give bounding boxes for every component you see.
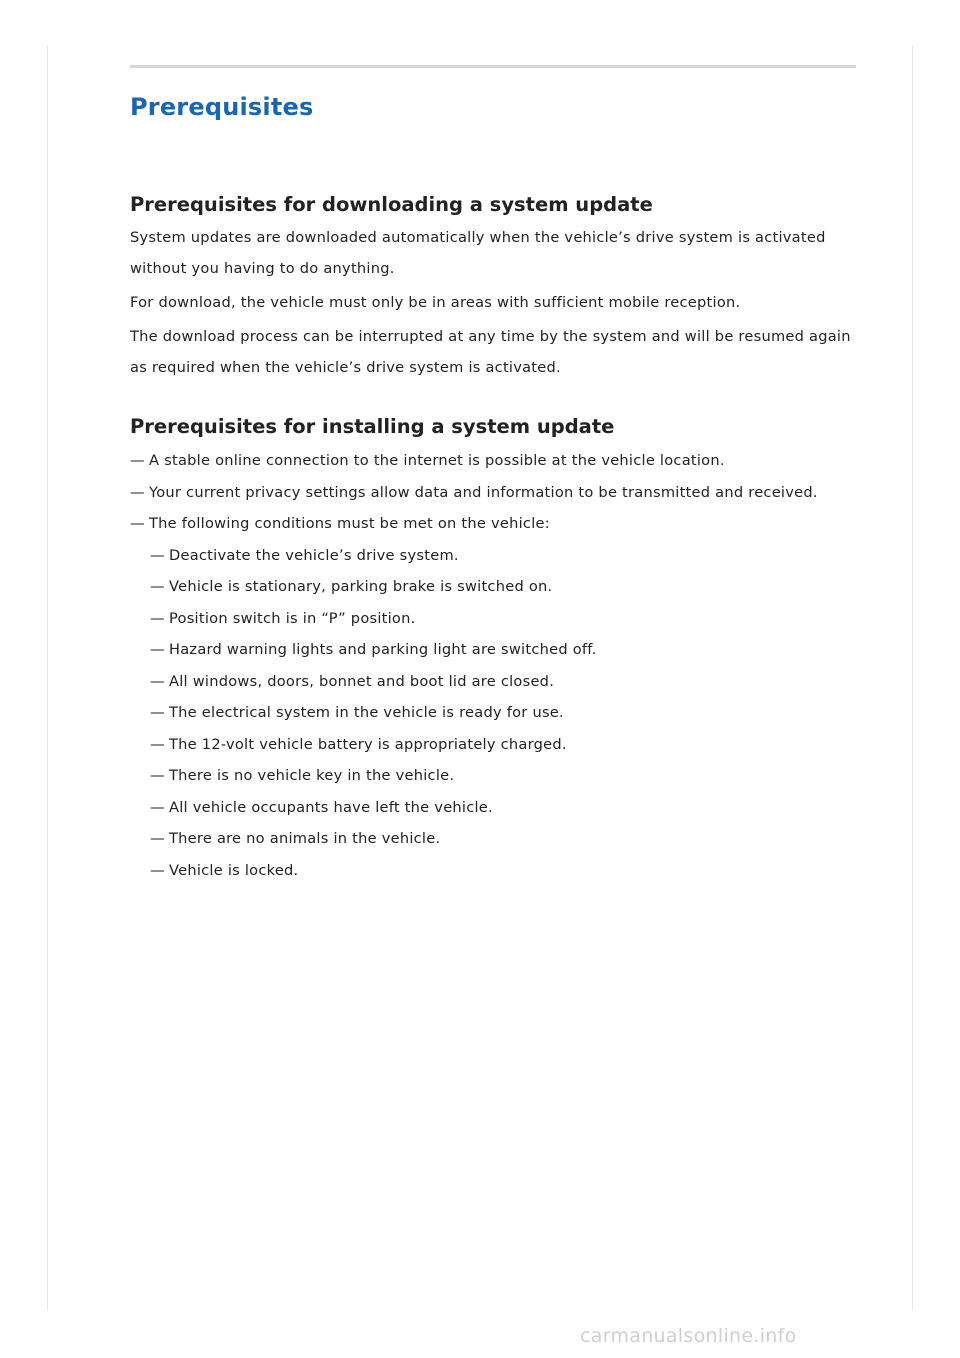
sub-list-item-text: Position switch is in “P” position. — [169, 609, 416, 627]
list-item — [130, 477, 870, 509]
dash-marker: — — [150, 546, 165, 564]
dash-marker: — — [150, 767, 165, 784]
sub-list-item-text: Deactivate the vehicle’s drive system. — [169, 546, 459, 564]
sub-list-item — [150, 823, 870, 855]
paragraph-download-auto: System updates are downloaded automatically when the vehicle’s drive system is activated without you having to do anything. — [130, 229, 826, 277]
dash-marker: — — [150, 672, 165, 690]
dash-marker: — — [150, 830, 165, 847]
dash-marker: — — [130, 483, 145, 501]
paragraph-download-reception: For download, the vehicle must only be in areas with sufficient mobile reception. — [130, 294, 741, 311]
section-heading-install: Prerequisites for installing a system update — [130, 415, 615, 438]
sub-list-item-text: The electrical system in the vehicle is ready for use. — [169, 704, 564, 721]
dash-marker: — — [150, 861, 165, 879]
install-requirements-list — [130, 445, 870, 540]
list-item-text: The following conditions must be met on the vehicle: — [149, 515, 550, 532]
sub-list-item — [150, 603, 870, 635]
sub-list-item — [150, 855, 870, 887]
paragraph-download-interrupt: The download process can be interrupted at any time by the system and will be resumed again as required when the vehicle’s drive system is activated. — [130, 328, 851, 376]
sub-list-item — [150, 697, 870, 729]
watermark-text: carmanualsonline.info — [580, 1325, 797, 1347]
list-item — [130, 445, 870, 477]
dash-marker: — — [150, 798, 165, 816]
sub-list-item — [150, 760, 870, 792]
page-title: Prerequisites — [130, 93, 314, 121]
dash-marker: — — [130, 515, 145, 532]
dash-marker: — — [150, 735, 165, 753]
sub-list-item-text: All vehicle occupants have left the vehicle. — [169, 798, 493, 816]
sub-list-item-text: Vehicle is stationary, parking brake is switched on. — [169, 578, 553, 595]
sub-list-item-text: All windows, doors, bonnet and boot lid are closed. — [169, 672, 555, 690]
list-item-text: Your current privacy settings allow data and information to be transmitted and received. — [149, 483, 818, 501]
sub-list-item-text: There are no animals in the vehicle. — [169, 830, 441, 847]
sub-list-item — [150, 540, 870, 572]
dash-marker: — — [150, 704, 165, 721]
page-content — [130, 88, 870, 886]
sub-list-item-text: There is no vehicle key in the vehicle. — [169, 767, 455, 784]
right-margin-line — [912, 46, 913, 1310]
section-heading-download: Prerequisites for downloading a system update — [130, 193, 653, 216]
sub-list-item — [150, 666, 870, 698]
sub-list-item-text: Vehicle is locked. — [169, 861, 299, 879]
dash-marker: — — [150, 578, 165, 595]
sub-list-item-text: The 12-volt vehicle battery is appropriately charged. — [169, 735, 567, 753]
list-item — [130, 508, 870, 540]
dash-marker: — — [150, 641, 165, 658]
left-margin-line — [47, 46, 48, 1310]
vehicle-conditions-list — [130, 540, 870, 887]
sub-list-item — [150, 571, 870, 603]
list-item-text: A stable online connection to the internet is possible at the vehicle location. — [149, 452, 725, 469]
sub-list-item — [150, 634, 870, 666]
dash-marker: — — [150, 609, 165, 627]
top-divider — [130, 65, 856, 68]
sub-list-item-text: Hazard warning lights and parking light are switched off. — [169, 641, 597, 658]
sub-list-item — [150, 792, 870, 824]
dash-marker: — — [130, 452, 145, 469]
sub-list-item — [150, 729, 870, 761]
